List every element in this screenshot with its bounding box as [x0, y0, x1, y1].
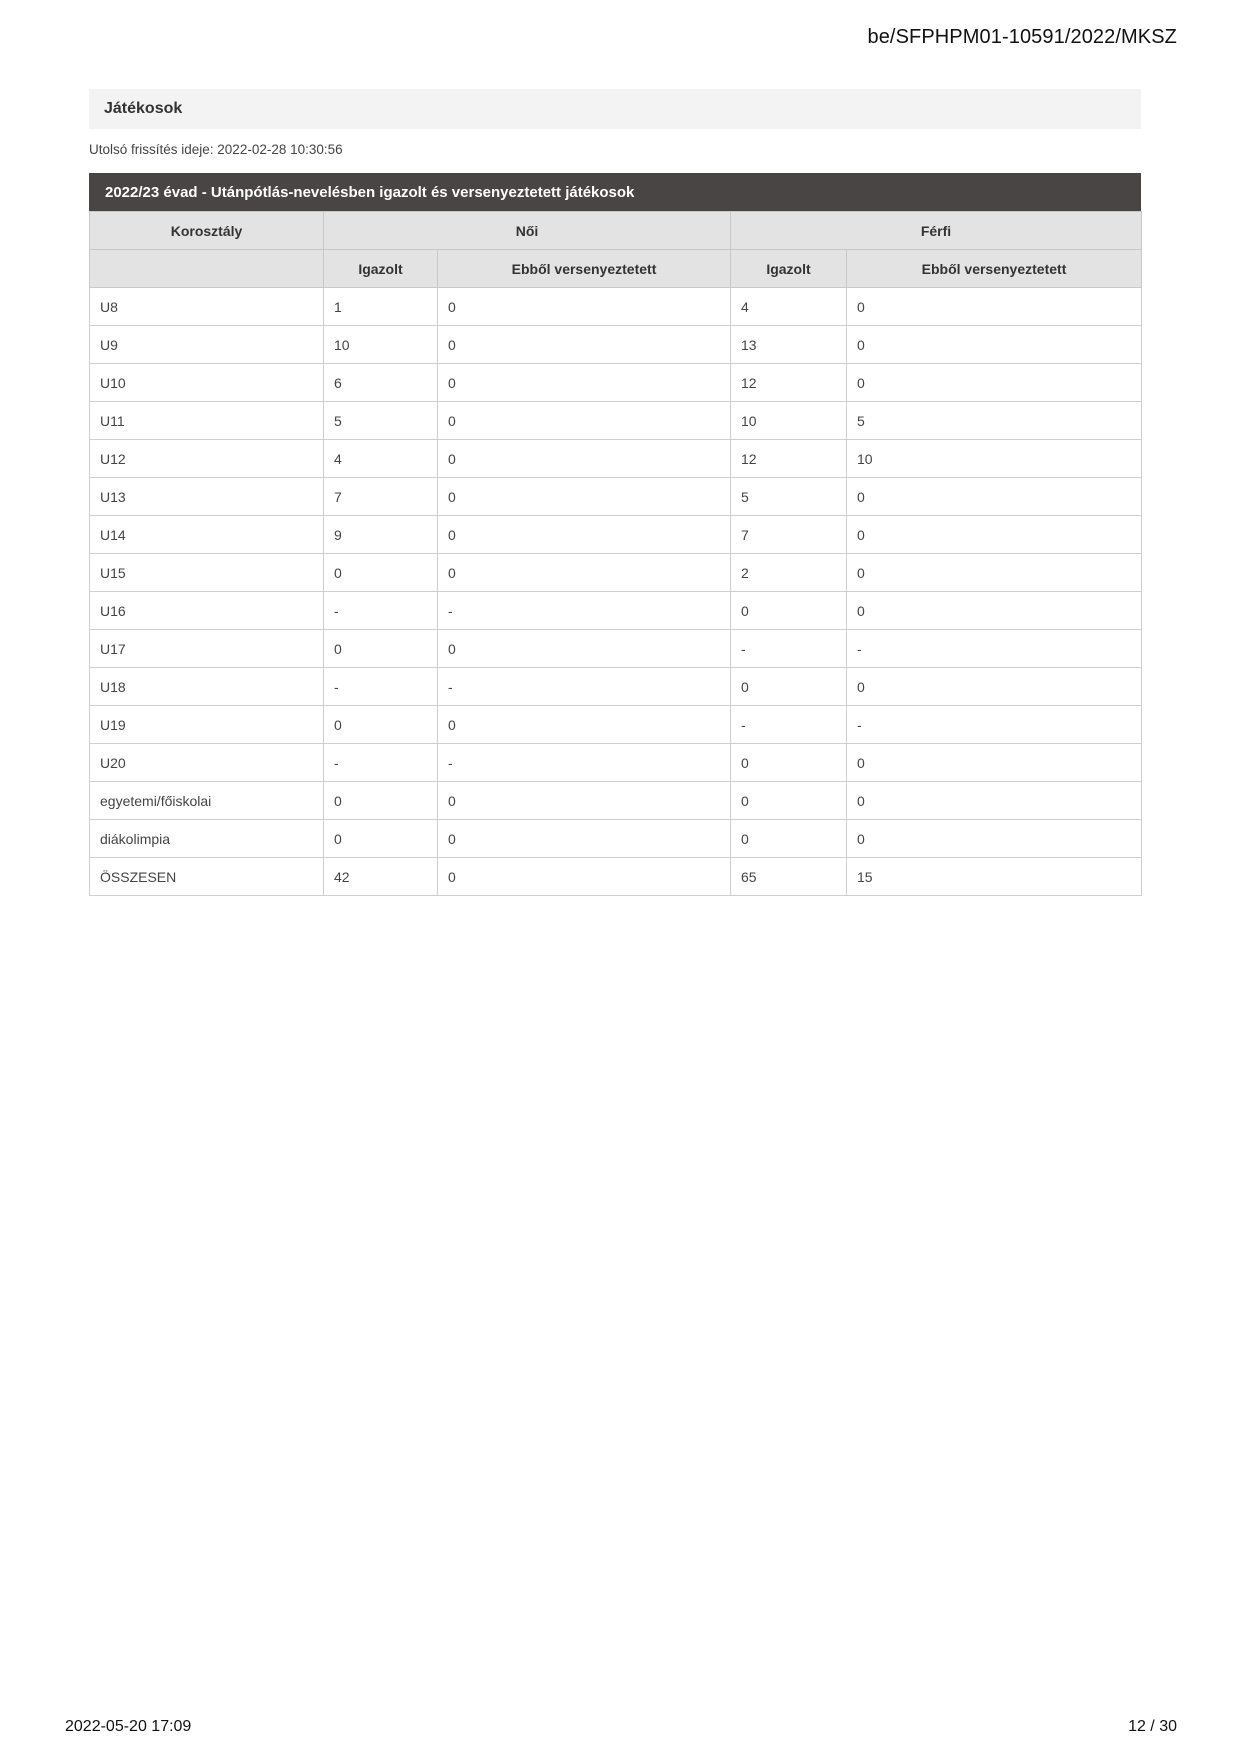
- cell-competed-female: 0: [438, 364, 731, 402]
- cell-competed-male: -: [847, 706, 1142, 744]
- cell-registered-female: 4: [324, 440, 438, 478]
- cell-competed-male: 0: [847, 554, 1142, 592]
- table-row: [90, 630, 1142, 668]
- players-table-container: [89, 173, 1141, 896]
- cell-competed-female: 0: [438, 326, 731, 364]
- cell-competed-female: 0: [438, 402, 731, 440]
- subheader-empty: [90, 250, 324, 288]
- cell-competed-female: 0: [438, 288, 731, 326]
- header-female: Női: [324, 212, 731, 250]
- cell-registered-female: 0: [324, 820, 438, 858]
- subheader-competed-male: Ebből versenyeztetett: [847, 250, 1142, 288]
- cell-registered-male: 0: [731, 744, 847, 782]
- cell-age-group: U13: [90, 478, 324, 516]
- table-row: [90, 782, 1142, 820]
- cell-age-group: U18: [90, 668, 324, 706]
- cell-registered-female: -: [324, 744, 438, 782]
- cell-competed-female: 0: [438, 554, 731, 592]
- cell-competed-female: 0: [438, 706, 731, 744]
- table-row: [90, 744, 1142, 782]
- cell-registered-male: 7: [731, 516, 847, 554]
- cell-age-group: U8: [90, 288, 324, 326]
- cell-registered-female: -: [324, 592, 438, 630]
- table-row: [90, 820, 1142, 858]
- cell-age-group: U11: [90, 402, 324, 440]
- cell-registered-female: 42: [324, 858, 438, 896]
- cell-age-group: ÖSSZESEN: [90, 858, 324, 896]
- last-update-text: Utolsó frissítés ideje: 2022-02-28 10:30:56: [89, 142, 343, 157]
- cell-registered-female: -: [324, 668, 438, 706]
- cell-registered-male: -: [731, 706, 847, 744]
- cell-competed-female: 0: [438, 782, 731, 820]
- cell-competed-male: 0: [847, 326, 1142, 364]
- table-row: [90, 364, 1142, 402]
- document-reference: be/SFPHPM01-10591/2022/MKSZ: [867, 26, 1177, 48]
- cell-competed-male: 0: [847, 820, 1142, 858]
- cell-registered-female: 0: [324, 554, 438, 592]
- cell-registered-female: 9: [324, 516, 438, 554]
- footer-page-number: 12 / 30: [1128, 1718, 1177, 1735]
- cell-competed-female: -: [438, 744, 731, 782]
- table-row: [90, 440, 1142, 478]
- cell-registered-female: 5: [324, 402, 438, 440]
- cell-registered-female: 7: [324, 478, 438, 516]
- cell-competed-female: 0: [438, 858, 731, 896]
- cell-age-group: U15: [90, 554, 324, 592]
- cell-competed-female: 0: [438, 820, 731, 858]
- cell-age-group: U10: [90, 364, 324, 402]
- cell-registered-female: 0: [324, 706, 438, 744]
- cell-registered-male: -: [731, 630, 847, 668]
- cell-registered-male: 13: [731, 326, 847, 364]
- cell-competed-male: 0: [847, 478, 1142, 516]
- cell-age-group: U9: [90, 326, 324, 364]
- cell-competed-female: -: [438, 668, 731, 706]
- cell-competed-male: -: [847, 630, 1142, 668]
- table-row: [90, 288, 1142, 326]
- table-subheader-row: [90, 250, 1142, 288]
- cell-registered-female: 0: [324, 630, 438, 668]
- cell-registered-male: 65: [731, 858, 847, 896]
- cell-age-group: U19: [90, 706, 324, 744]
- table-row: [90, 516, 1142, 554]
- cell-competed-female: 0: [438, 630, 731, 668]
- footer-date: 2022-05-20 17:09: [65, 1718, 192, 1735]
- cell-competed-male: 0: [847, 782, 1142, 820]
- cell-age-group: U20: [90, 744, 324, 782]
- cell-competed-male: 0: [847, 744, 1142, 782]
- cell-registered-male: 0: [731, 782, 847, 820]
- cell-age-group: U17: [90, 630, 324, 668]
- table-title: 2022/23 évad - Utánpótlás-nevelésben igazolt és versenyeztetett játékosok: [89, 173, 1141, 211]
- cell-registered-male: 0: [731, 668, 847, 706]
- cell-registered-female: 6: [324, 364, 438, 402]
- table-header-row: [90, 212, 1142, 250]
- section-title: Játékosok: [89, 89, 1141, 129]
- table-row: [90, 326, 1142, 364]
- subheader-registered-male: Igazolt: [731, 250, 847, 288]
- cell-competed-female: -: [438, 592, 731, 630]
- cell-age-group: U12: [90, 440, 324, 478]
- cell-competed-male: 10: [847, 440, 1142, 478]
- cell-competed-male: 0: [847, 288, 1142, 326]
- cell-registered-male: 0: [731, 820, 847, 858]
- cell-competed-male: 0: [847, 516, 1142, 554]
- cell-competed-male: 0: [847, 668, 1142, 706]
- cell-competed-female: 0: [438, 478, 731, 516]
- cell-registered-male: 4: [731, 288, 847, 326]
- cell-competed-female: 0: [438, 440, 731, 478]
- cell-registered-male: 12: [731, 440, 847, 478]
- subheader-registered-female: Igazolt: [324, 250, 438, 288]
- cell-age-group: U16: [90, 592, 324, 630]
- cell-age-group: diákolimpia: [90, 820, 324, 858]
- table-row: [90, 478, 1142, 516]
- header-age-group: Korosztály: [90, 212, 324, 250]
- cell-competed-male: 0: [847, 592, 1142, 630]
- cell-registered-female: 10: [324, 326, 438, 364]
- players-table: [89, 211, 1142, 896]
- cell-registered-male: 0: [731, 592, 847, 630]
- cell-registered-female: 0: [324, 782, 438, 820]
- cell-registered-male: 10: [731, 402, 847, 440]
- cell-registered-male: 12: [731, 364, 847, 402]
- table-row: [90, 592, 1142, 630]
- cell-competed-male: 5: [847, 402, 1142, 440]
- subheader-competed-female: Ebből versenyeztetett: [438, 250, 731, 288]
- table-body: [90, 288, 1142, 896]
- header-male: Férfi: [731, 212, 1142, 250]
- cell-registered-female: 1: [324, 288, 438, 326]
- cell-competed-male: 0: [847, 364, 1142, 402]
- cell-competed-male: 15: [847, 858, 1142, 896]
- table-row: [90, 554, 1142, 592]
- table-row: [90, 858, 1142, 896]
- cell-registered-male: 5: [731, 478, 847, 516]
- cell-age-group: U14: [90, 516, 324, 554]
- cell-competed-female: 0: [438, 516, 731, 554]
- table-row: [90, 402, 1142, 440]
- table-row: [90, 706, 1142, 744]
- cell-age-group: egyetemi/főiskolai: [90, 782, 324, 820]
- table-row: [90, 668, 1142, 706]
- cell-registered-male: 2: [731, 554, 847, 592]
